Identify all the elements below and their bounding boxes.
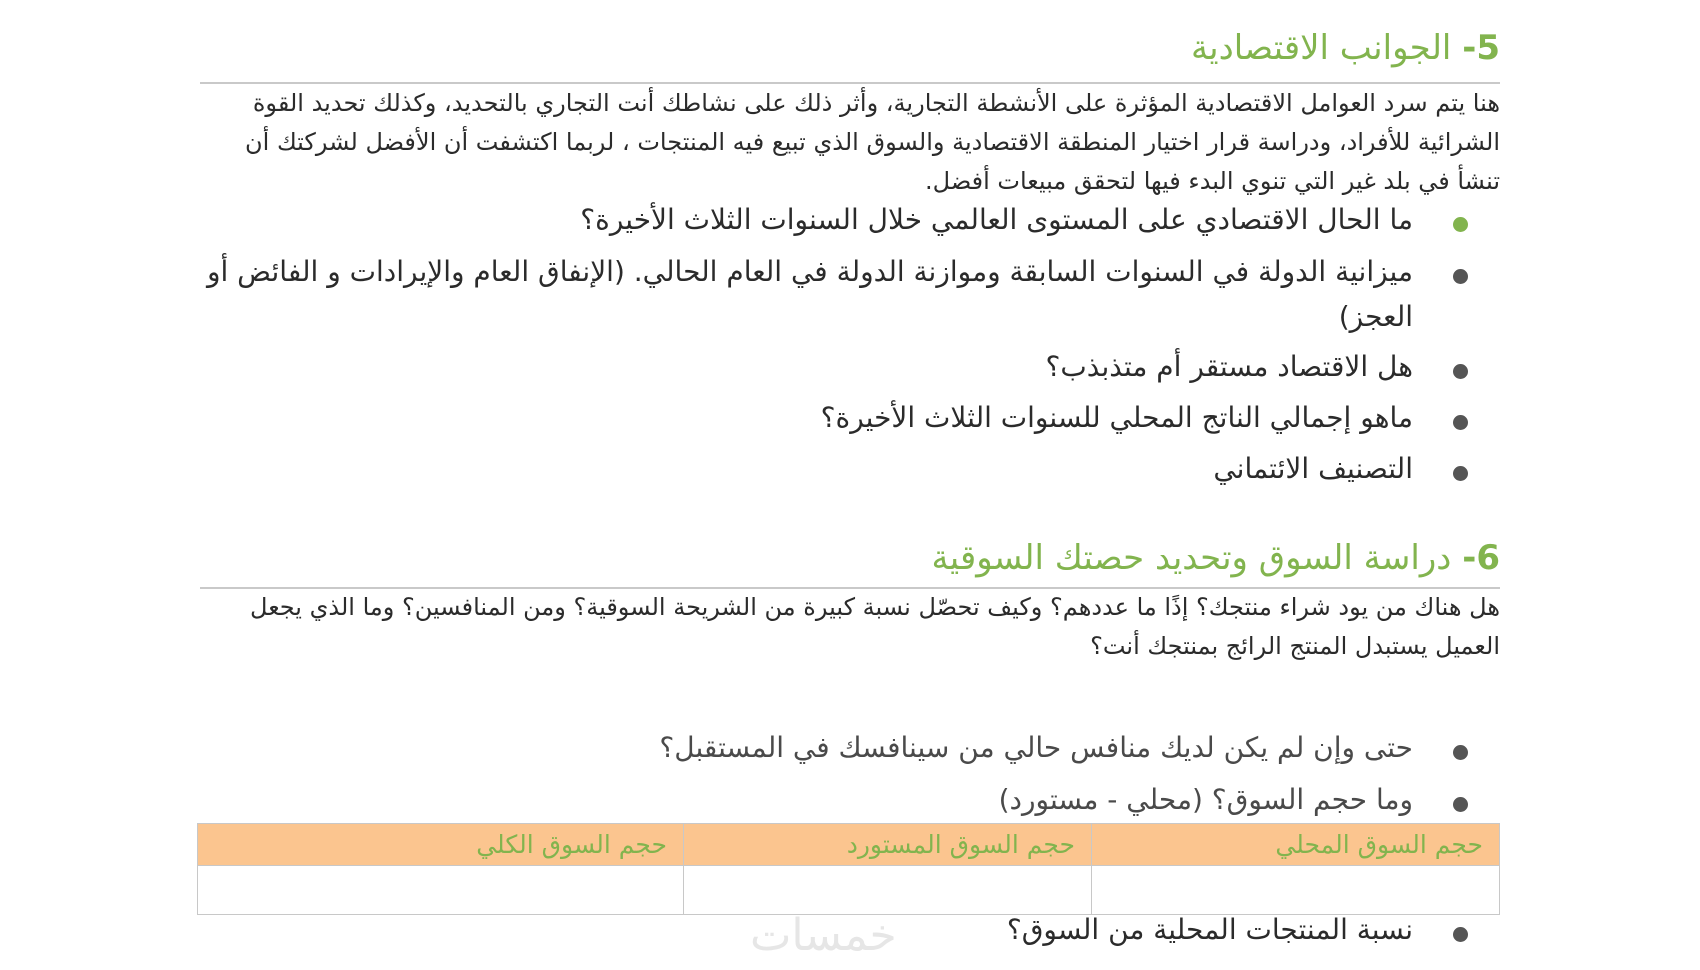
bullet-icon [1453,797,1468,812]
bullet-icon [1453,745,1468,760]
bullet-icon [1453,415,1468,430]
section-6-number: 6- [1462,538,1500,578]
table-header-imported: حجم السوق المستورد [684,824,1092,866]
section-5-paragraph: هنا يتم سرد العوامل الاقتصادية المؤثرة على الأنشطة التجارية، وأثر ذلك على نشاطك أنت التجاري بالتحديد، وكذلك تحديد القوة الشرائية للأفراد، ودراسة قرار اختيار المنطقة الاقتصادية والسوق الذي تبيع فيه المنتجات ، لربما اكتشفت أن الأفضل لشركتك أن تنشأ في بلد غير التي تنوي البدء فيها لتحقق مبيعات أفضل. [245,89,1500,195]
list-item: وما حجم السوق؟ (محلي - مستورد) [200,777,1500,822]
list-item: ما الحال الاقتصادي على المستوى العالمي خلال السنوات الثلاث الأخيرة؟ [200,197,1500,242]
bullet-icon [1453,364,1468,379]
section-5-heading [200,26,1500,70]
bullet-icon [1453,927,1468,942]
list-item: ميزانية الدولة في السنوات السابقة وموازنة الدولة في العام الحالي. (الإنفاق العام والإيرادات و الفائض أو العجز) [200,249,1500,339]
section-6-paragraph: هل هناك من يود شراء منتجك؟ إذًا ما عددهم؟ وكيف تحصّل نسبة كبيرة من الشريحة السوقية؟ ومن المنافسين؟ وما الذي يجعل العميل يستبدل المنتج الرائج بمنتجك أنت؟ [250,593,1500,660]
list-item: حتى وإن لم يكن لديك منافس حالي من سينافسك في المستقبل؟ [200,725,1500,770]
list-item: ماهو إجمالي الناتج المحلي للسنوات الثلاث الأخيرة؟ [200,395,1500,440]
list-item: التصنيف الائتماني [200,446,1500,491]
bullet-icon [1453,217,1468,232]
section-5-bullet-list [200,197,1500,491]
section-6-title: دراسة السوق وتحديد حصتك السوقية [931,538,1452,578]
bullet-icon [1453,466,1468,481]
section-6-heading [200,536,1500,580]
table-header-total: حجم السوق الكلي [198,824,684,866]
section-5-number: 5- [1462,28,1500,68]
list-item: هل الاقتصاد مستقر أم متذبذب؟ [200,344,1500,389]
watermark: خمسات [750,910,897,961]
section-6-bullet-list [200,725,1500,822]
table-header-local: حجم السوق المحلي [1092,824,1500,866]
list-item: نسبة المنتجات المحلية من السوق؟ [200,907,1500,952]
bullet-icon [1453,269,1468,284]
market-size-table [197,823,1500,915]
section-5-title: الجوانب الاقتصادية [1190,28,1452,68]
